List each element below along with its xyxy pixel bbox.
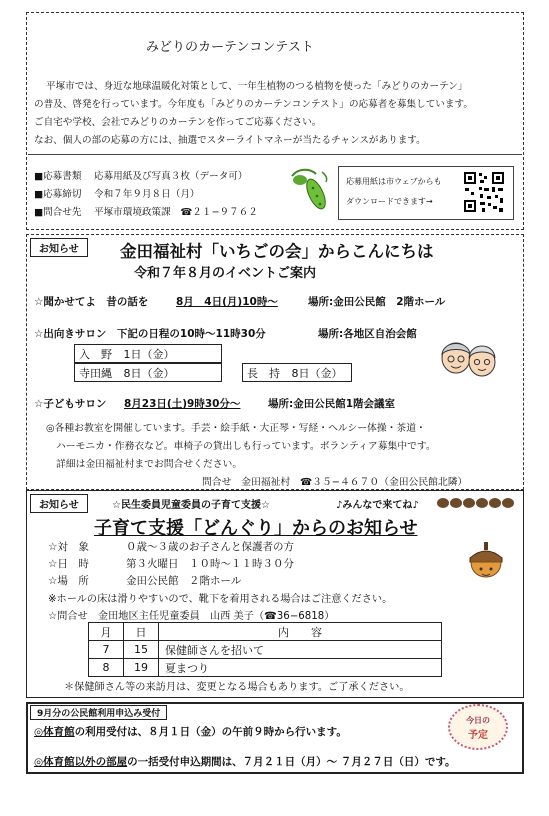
donguri-row-label: ☆場 所 (48, 575, 89, 587)
donguri-floor-note: ※ホールの床は滑りやすいので、靴下を着用される場合はご注意ください。 (48, 594, 393, 605)
salon-cell (74, 363, 222, 382)
donguri-row-value: 金田公民館 ２階ホール (126, 575, 242, 587)
salon-area: 寺田縄 (79, 367, 112, 380)
qr-code-icon[interactable] (462, 170, 506, 214)
hall-line-text: の一括受付申込期間は、７月２１日（月）～ ７月２７日（日）です。 (127, 756, 456, 768)
hall-line-text: の利用受付は、８月１日（金）の午前９時から行います。 (74, 726, 347, 738)
table-row (89, 659, 442, 677)
ichigo-contact: 問合せ 金田福祉村 ☎３５−４６７０（金田公民館北隣） (202, 477, 468, 488)
schedule-badge-text: 今日の (466, 716, 490, 725)
event-place: 場所:各地区自治会館 (318, 328, 417, 340)
event-place: 場所:金田公民館 2階ホール (308, 296, 446, 308)
donguri-row-value: 第３火曜日 １０時～１１時３０分 (126, 558, 294, 570)
ichigo-note: ハーモニカ・作務衣など。車椅子の貸出しも行っています。ボランティア募集中です。 (56, 441, 436, 452)
event-date: 8月 4日(月)10時～ (176, 296, 278, 308)
event-place: 場所:金田公民館1階会議室 (268, 398, 396, 410)
table-row (89, 641, 442, 659)
ichigo-note: ◎各種お教室を開催しています。手芸・絵手紙・大正琴・写経・ヘルシー体操・茶道・ (46, 423, 426, 434)
salon-date: 8日（金） (291, 367, 343, 380)
event-name: ☆出向きサロン 下記の日程の10時～11時30分 (34, 328, 266, 340)
donguri-table (88, 622, 442, 677)
hall-line-strong: ◎体育館以外の部屋 (34, 756, 128, 768)
acorn-row-icon (436, 496, 520, 510)
donguri-row-label: ☆日 時 (48, 558, 89, 570)
ichigo-note: 詳細は金田福祉村までお問合せください。 (56, 459, 243, 470)
donguri-footnote: ＊保健師さん等の来訪月は、変更となる場合もあります。ご了承ください。 (64, 682, 410, 693)
hall-line (34, 754, 456, 769)
table-header-row (89, 623, 442, 641)
divider (28, 154, 522, 155)
donguri-title: 子育て支援「どんぐり」からのお知らせ (94, 518, 418, 539)
donguri-contact: ☆問合せ 金田地区主任児童委員 山西 美子（☎36−6818） (48, 611, 335, 622)
table-cell: 15 (124, 641, 159, 659)
section-tag: 9月分の公民館利用申込み受付 (30, 705, 167, 720)
contest-body-line: ご自宅や学校、会社でみどりのカーテンを作ってご応募ください。 (34, 117, 322, 128)
donguri-row-label: ☆対 象 (48, 541, 89, 553)
ichigo-title: 金田福祉村「いちごの会」からこんにちは (120, 242, 434, 261)
donguri-header: ☆民生委員児童委員の子育て支援☆ (112, 500, 270, 511)
download-note: 応募用紙は市ウェブからも (346, 177, 442, 186)
event-date: 8月23日(土)9時30分～ (124, 398, 241, 410)
ichigo-subtitle: 令和７年８月のイベントご案内 (134, 266, 317, 281)
schedule-badge (448, 704, 508, 750)
table-cell: 19 (124, 659, 159, 677)
donguri-header-right: ♪みんなで来てね♪ (336, 500, 419, 511)
salon-date: 8日（金） (123, 367, 175, 380)
table-header-cell: 月 (89, 623, 124, 641)
salon-date: 1日（金） (123, 348, 175, 361)
salon-area: 入 野 (79, 348, 112, 361)
hall-line-strong: ◎体育館 (34, 726, 75, 738)
contest-item-value: 平塚市環境政策課 ☎２１−９７６２ (94, 207, 258, 218)
contest-body-line: 平塚市では、身近な地球温暖化対策として、一年生植物のつる植物を使った「みどりのカーテン」 (46, 81, 468, 92)
table-cell: 8 (89, 659, 124, 677)
event-name: ☆聞かせてよ 昔の話を (34, 296, 149, 308)
elderly-couple-illustration (436, 338, 502, 384)
contest-item-value: 応募用紙及び写真３枚（データ可） (94, 171, 248, 182)
table-header-cell: 日 (124, 623, 159, 641)
contest-item-label: ■問合せ先 (34, 207, 82, 218)
salon-cell (74, 344, 222, 363)
section-tag: お知らせ (30, 494, 88, 513)
schedule-badge-text: 予定 (468, 730, 488, 741)
contest-body-line: なお、個人の部の応募の方には、抽選でスターライトマネーが当たるチャンスがあります。 (34, 135, 426, 146)
salon-cell (242, 363, 352, 382)
table-header-cell: 内 容 (159, 623, 442, 641)
download-note: ダウンロードできます→ (346, 197, 433, 206)
salon-area: 長 持 (247, 367, 280, 380)
event-name: ☆子どもサロン (34, 398, 107, 410)
goya-illustration (288, 166, 332, 212)
section-tag: お知らせ (30, 238, 88, 257)
donguri-row-value: ０歳～３歳のお子さんと保護者の方 (126, 541, 294, 553)
table-cell: 夏まつり (159, 659, 442, 677)
contest-item-label: ■応募書類 (34, 171, 82, 182)
hall-line (34, 724, 347, 739)
contest-title: みどりのカーテンコンテスト (146, 40, 314, 55)
acorn-illustration (466, 542, 506, 592)
contest-body-line: の普及、啓発を行っています。今年度も「みどりのカーテンコンテスト」の応募者を募集しています。 (34, 99, 473, 110)
contest-item-value: 令和７年９月８日（月） (94, 189, 200, 200)
table-cell: 7 (89, 641, 124, 659)
contest-item-label: ■応募締切 (34, 189, 82, 200)
table-cell: 保健師さんを招いて (159, 641, 442, 659)
